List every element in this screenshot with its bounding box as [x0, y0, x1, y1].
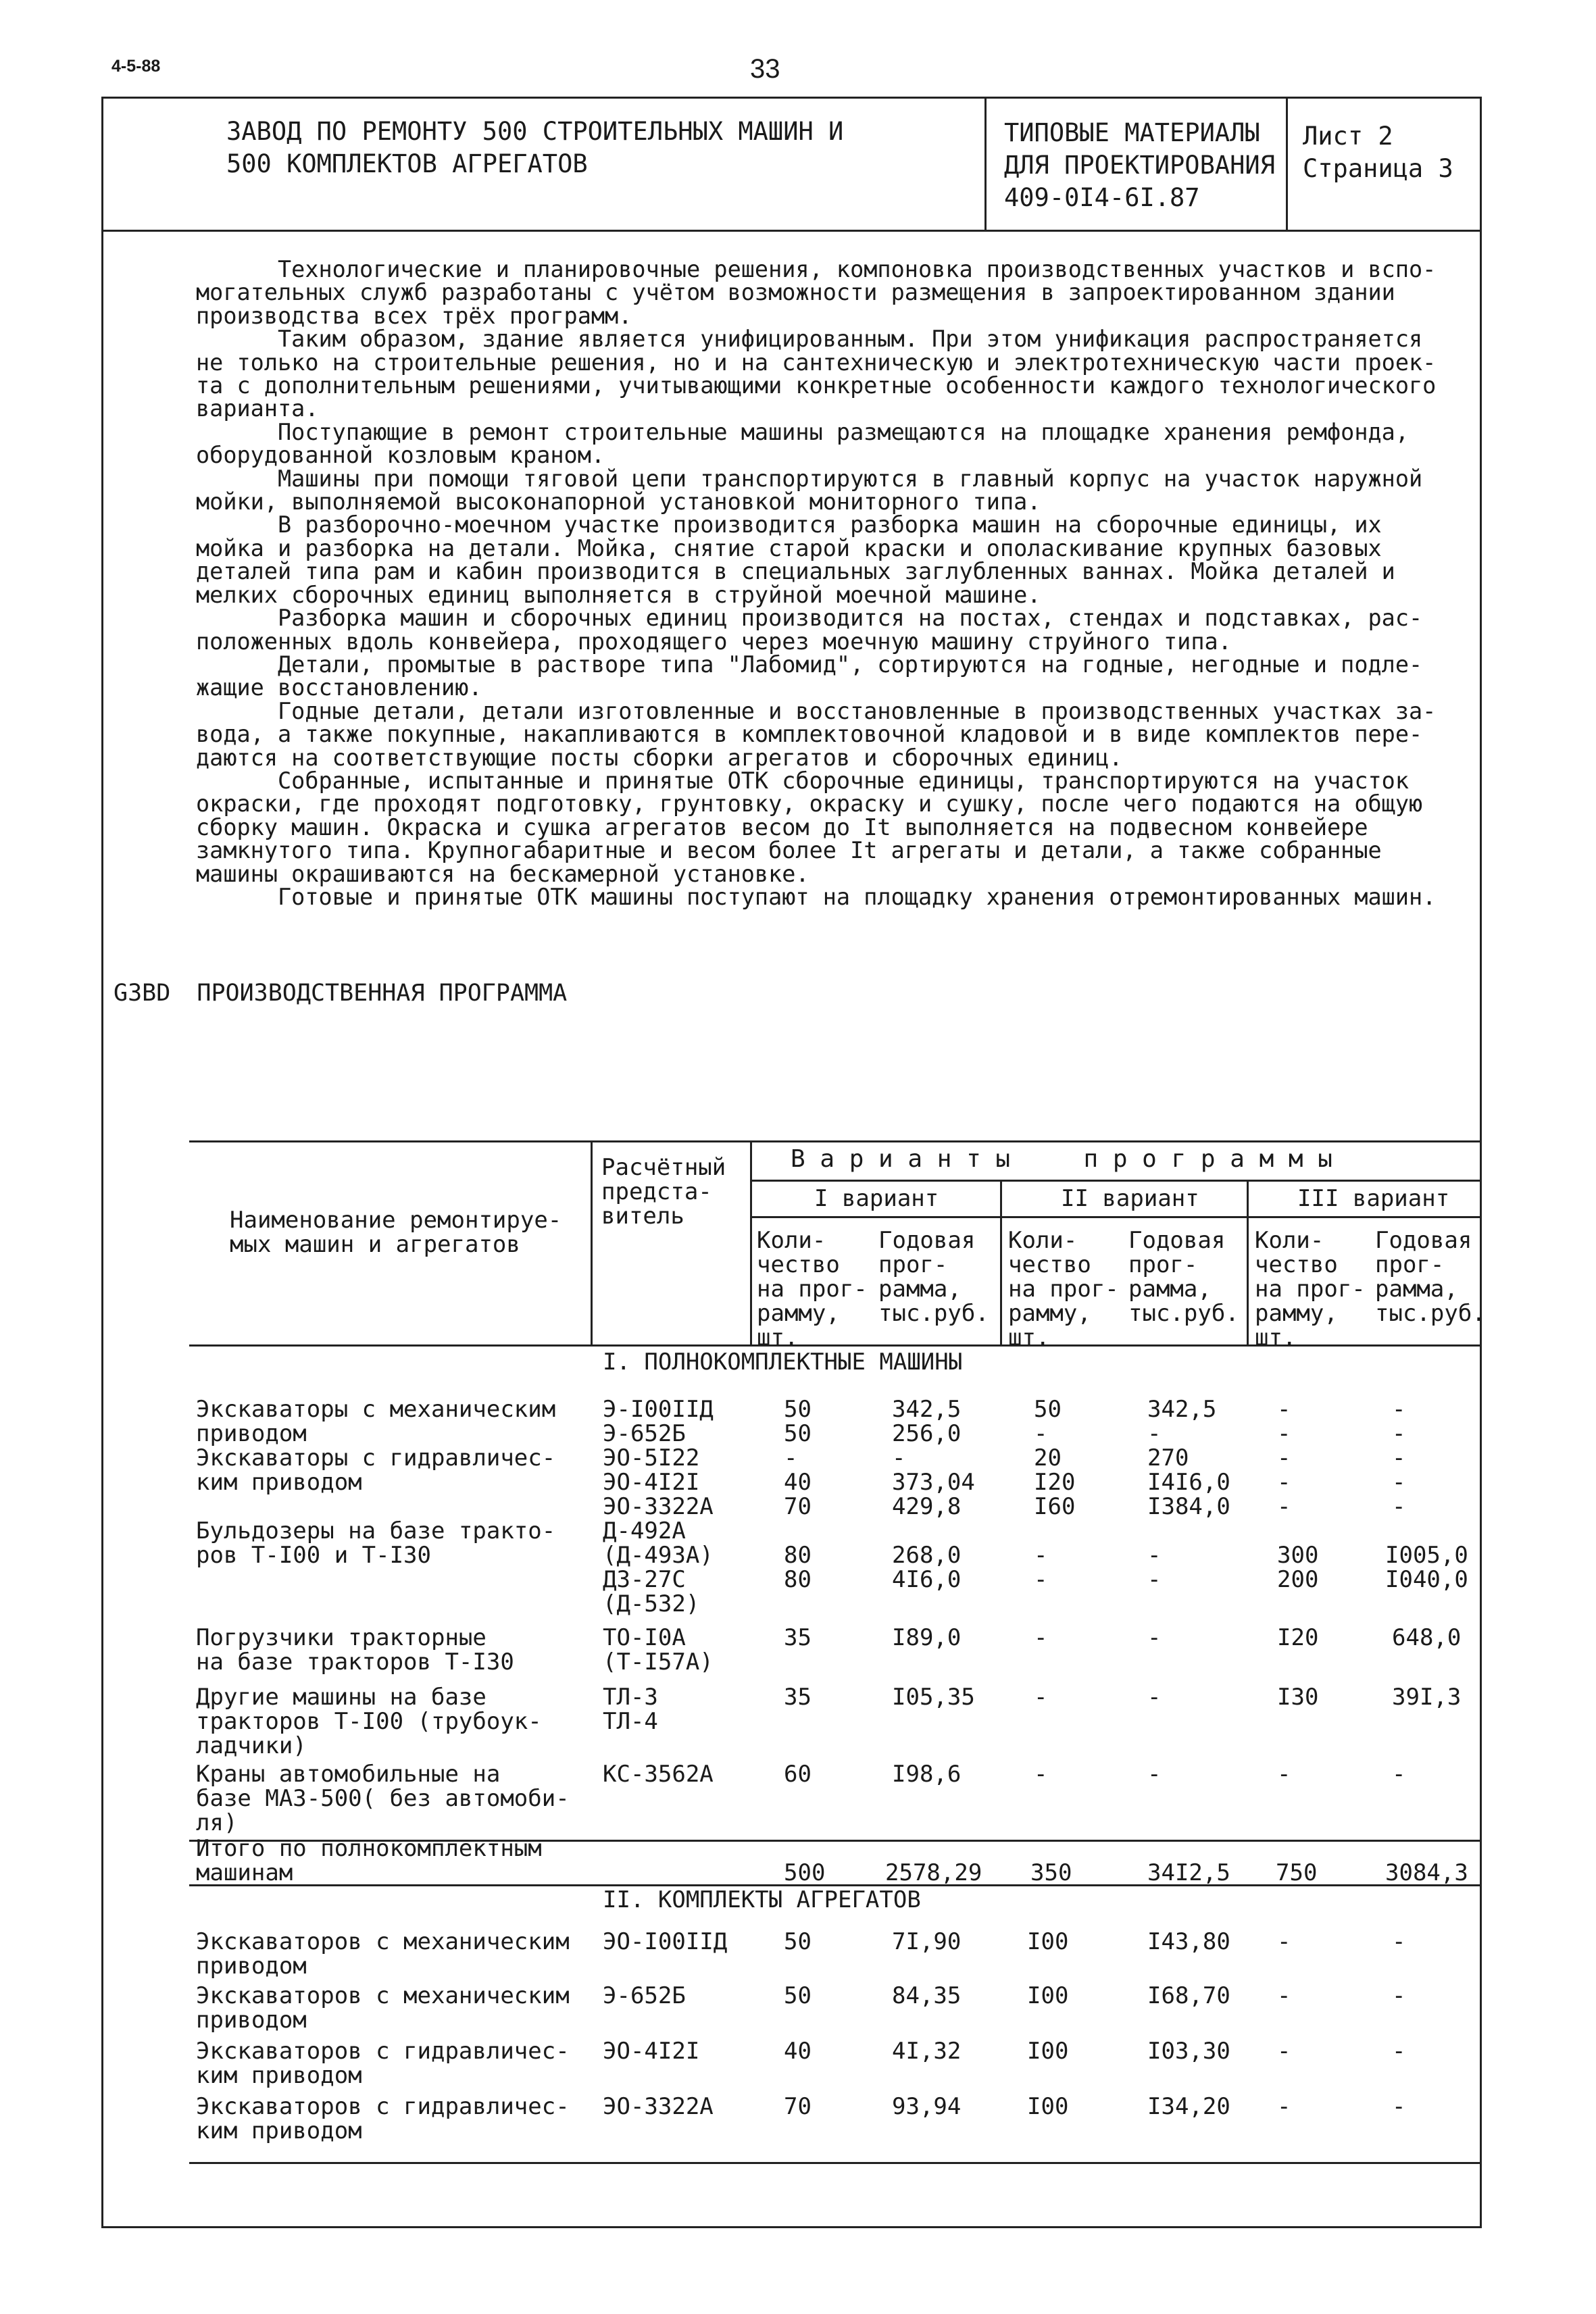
row-annual-3: 39I,3 [1392, 1684, 1462, 1711]
title-line: 500 КОМПЛЕКТОВ АГРЕГАТОВ [226, 149, 588, 178]
table-col-rule [1000, 1180, 1002, 1344]
sheet-number: Лист 2 [1303, 122, 1393, 151]
row-annual-2: - [1147, 1761, 1162, 1788]
col-header-annual: Годовая прог- рамма, тыс.руб. [1375, 1227, 1486, 1327]
row-qty-2: I00 [1027, 2038, 1069, 2065]
col-header-quantity: Коли- чество на прог- рамму, шт. [1255, 1227, 1366, 1351]
row-qty-3: I20 [1277, 1624, 1319, 1651]
row-annual-3: - - - - - [1392, 1396, 1406, 1520]
col-header-quantity: Коли- чество на прог- рамму, шт. [757, 1227, 868, 1351]
section-1-title: I. ПОЛНОКОМПЛЕКТНЫЕ МАШИНЫ [603, 1349, 963, 1376]
row-name: Другие машины на базе тракторов Т-I00 (трубоук- ладчики) [196, 1684, 542, 1759]
row-annual-1: 93,94 [892, 2093, 962, 2120]
row-name: Экскаваторов с гидравличес- ким приводом [196, 2038, 570, 2089]
row-annual-2: 342,5 - 270 I4I6,0 I384,0 [1147, 1396, 1230, 1520]
section-code: G3BD [114, 980, 171, 1007]
total-annual-1: 2578,29 [885, 1859, 982, 1886]
col-header-variants: В а р и а н т ы п р о г р а м м ы [791, 1145, 1332, 1173]
row-qty-3: - [1277, 1982, 1291, 2009]
row-qty-1: 70 [784, 2093, 812, 2120]
row-annual-3: - [1392, 2093, 1406, 2120]
table-rule-bottom [189, 2162, 1482, 2164]
row-qty-1: 60 [784, 1761, 812, 1788]
col-header-name: Наименование ремонтируе- мых машин и агрегатов [230, 1207, 562, 1258]
row-qty-2: I00 [1027, 2093, 1069, 2120]
row-annual-2: I68,70 [1147, 1982, 1230, 2009]
row-annual-3: - [1392, 1761, 1406, 1788]
col-header-annual: Годовая прог- рамма, тыс.руб. [878, 1227, 989, 1327]
row-annual-1: 4I,32 [892, 2038, 962, 2065]
total-label: Итого по полнокомплектным машинам [196, 1835, 542, 1886]
sheet-block [1288, 97, 1482, 232]
total-annual-2: 34I2,5 [1147, 1859, 1230, 1886]
table-col-rule [750, 1140, 752, 1344]
series-block [987, 97, 1288, 232]
row-annual-1: 342,5 256,0 - 373,04 429,8 [892, 1396, 975, 1520]
row-annual-2: I43,80 [1147, 1928, 1230, 1955]
variant-3-label: III вариант [1297, 1185, 1450, 1212]
row-qty-2: I00 [1027, 1982, 1069, 2009]
row-annual-2: - [1147, 1684, 1162, 1711]
row-annual-1: 268,0 4I6,0 [892, 1542, 962, 1593]
title-line: ЗАВОД ПО РЕМОНТУ 500 СТРОИТЕЛЬНЫХ МАШИН И [226, 117, 844, 146]
row-qty-3: - [1277, 2038, 1291, 2065]
row-qty-3: - [1277, 2093, 1291, 2120]
row-annual-2: I34,20 [1147, 2093, 1230, 2120]
total-qty-2: 350 [1030, 1859, 1072, 1886]
row-representative: ЭО-I00IIД [603, 1928, 728, 1955]
row-name: Экскаваторы с механическим приводом Экскаваторы с гидравличес- ким приводом [196, 1396, 556, 1496]
row-qty-2: I00 [1027, 1928, 1069, 1955]
page-label: Страница 3 [1303, 154, 1453, 183]
production-program-table [189, 1140, 1486, 2164]
document-code: 4-5-88 [111, 57, 161, 76]
row-annual-3: I005,0 I040,0 [1385, 1542, 1468, 1593]
total-annual-3: 3084,3 [1385, 1859, 1468, 1886]
row-qty-3: 300 200 [1277, 1542, 1319, 1593]
row-qty-2: - - [1034, 1542, 1048, 1593]
table-col-rule [591, 1140, 593, 1344]
row-representative: Д-492А (Д-493А) ДЗ-27С (Д-532) [603, 1517, 714, 1617]
row-qty-1: 40 [784, 2038, 812, 2065]
row-representative: КС-3562А [603, 1761, 714, 1788]
row-name: Бульдозеры на базе тракто- ров Т-I00 и Т-I30 [196, 1517, 556, 1569]
row-qty-2: - [1034, 1684, 1048, 1711]
row-qty-1: 80 80 [784, 1542, 812, 1593]
row-representative: ЭО-4I2I [603, 2038, 700, 2065]
title-block [101, 97, 987, 232]
row-qty-3: - [1277, 1928, 1291, 1955]
table-rule-variants [750, 1180, 1482, 1182]
series-line: ДЛЯ ПРОЕКТИРОВАНИЯ [1004, 151, 1275, 180]
table-col-rule [1247, 1180, 1249, 1344]
table-rule-top [189, 1140, 1482, 1142]
row-qty-2: - [1034, 1624, 1048, 1651]
row-qty-1: 50 [784, 1928, 812, 1955]
section-title: ПРОИЗВОДСТВЕННАЯ ПРОГРАММА [197, 980, 568, 1007]
row-annual-2: I03,30 [1147, 2038, 1230, 2065]
row-annual-3: - [1392, 1928, 1406, 1955]
row-annual-1: I05,35 [892, 1684, 975, 1711]
row-annual-1: 84,35 [892, 1982, 962, 2009]
row-representative: ТЛ-3 ТЛ-4 [603, 1684, 658, 1735]
variant-1-label: I вариант [814, 1185, 939, 1212]
section-2-title: II. КОМПЛЕКТЫ АГРЕГАТОВ [603, 1886, 921, 1913]
row-annual-3: 648,0 [1392, 1624, 1462, 1651]
row-qty-2: 50 - 20 I20 I60 [1034, 1396, 1076, 1520]
row-annual-1: I89,0 [892, 1624, 962, 1651]
row-qty-1: 35 [784, 1624, 812, 1651]
row-name: Экскаваторов с гидравличес- ким приводом [196, 2093, 570, 2144]
page-number: 33 [750, 54, 780, 84]
row-qty-1: 50 50 - 40 70 [784, 1396, 812, 1520]
row-annual-3: - [1392, 1982, 1406, 2009]
col-header-quantity: Коли- чество на прог- рамму, шт. [1008, 1227, 1119, 1351]
row-name: Экскаваторов с механическим приводом [196, 1982, 570, 2034]
variant-2-label: II вариант [1061, 1185, 1199, 1212]
total-qty-3: 750 [1276, 1859, 1318, 1886]
row-annual-1: 7I,90 [892, 1928, 962, 1955]
row-representative: Э-I00IIД Э-652Б ЭО-5I22 ЭО-4I2I ЭО-3322А [603, 1396, 714, 1520]
row-annual-3: - [1392, 2038, 1406, 2065]
row-qty-2: - [1034, 1761, 1048, 1788]
col-header-annual: Годовая прог- рамма, тыс.руб. [1128, 1227, 1239, 1327]
section-heading [114, 980, 567, 1007]
row-qty-3: I30 [1277, 1684, 1319, 1711]
row-annual-1: I98,6 [892, 1761, 962, 1788]
row-qty-3: - [1277, 1761, 1291, 1788]
body-text: Технологические и планировочные решения, компоновка производственных участков и вспо- могательных служб разработаны с учётом возможности размещения в запроектированном здании производства всех трёх программ. Таким образом, здание является унифицированным. При этом унификация распространяется не только на строительные решения, но и на сантехническую и электротехническую части проек- та с дополнительным решениями, учитывающими конкретные особенности каждого технологического варианта. Поступающие в ремонт строительные машины размещаются на площадке хранения ремфонда, оборудованной козловым краном. Машины при помощи тяговой цепи транспортируются в главный корпус на участок наружной мойки, выполняемой высоконапорной установкой мониторного типа. В разборочно-моечном участке производится разборка машин на сборочные единицы, их мойка и разборка на детали. Мойка, снятие старой краски и ополаскивание крупных базовых деталей типа рам и кабин производится в специальных заглубленных ваннах. Мойка деталей и мелких сборочных единиц выполняется в струйной моечной машине. Разборка машин и сборочных единиц производится на постах, стендах и подставках, рас- положенных вдоль конвейера, проходящего через моечную машину струйного типа. Детали, промытые в растворе типа "Лабомид", сортируются на годные, негодные и подле- жащие восстановлению. Годные детали, детали изготовленные и восстановленные в производственных участках за- вода, а также покупные, накапливаются в комплектовочной кладовой и в виде комплектов пере- даются на соответствующие посты сборки агрегатов и сборочных единиц. Собранные, испытанные и принятые ОТК сборочные единицы, транспортируются на участок окраски, где проходят подготовку, грунтовку, окраску и сушку, после чего подаются на общую сборку машин. Окраска и сушка агрегатов весом до It выполняется на подвесном конвейере замкнутого типа. Крупногабаритные и весом более It агрегаты и детали, а также собранные машины окрашиваются на бескамерной установке. Готовые и принятые ОТК машины поступают на площадку хранения отремонтированных машин. [196, 256, 1437, 910]
series-line: ТИПОВЫЕ МАТЕРИАЛЫ [1004, 118, 1260, 147]
series-code: 409-0I4-6I.87 [1004, 183, 1200, 212]
row-qty-1: 35 [784, 1684, 812, 1711]
row-annual-2: - [1147, 1624, 1162, 1651]
row-name: Краны автомобильные на базе МАЗ-500( без автомоби- ля) [196, 1761, 570, 1836]
row-qty-1: 50 [784, 1982, 812, 2009]
row-name: Экскаваторов с механическим приводом [196, 1928, 570, 1980]
row-name: Погрузчики тракторные на базе тракторов Т-I30 [196, 1624, 514, 1676]
row-representative: ЭО-3322А [603, 2093, 714, 2120]
total-qty-1: 500 [784, 1859, 826, 1886]
row-representative: Э-652Б [603, 1982, 686, 2009]
row-qty-3: - - - - - [1277, 1396, 1291, 1520]
col-header-representative: Расчётный предста- витель [601, 1154, 726, 1230]
table-rule-variant-labels [750, 1216, 1482, 1218]
row-annual-2: - - [1147, 1542, 1162, 1593]
row-representative: ТО-I0А (Т-I57А) [603, 1624, 714, 1676]
